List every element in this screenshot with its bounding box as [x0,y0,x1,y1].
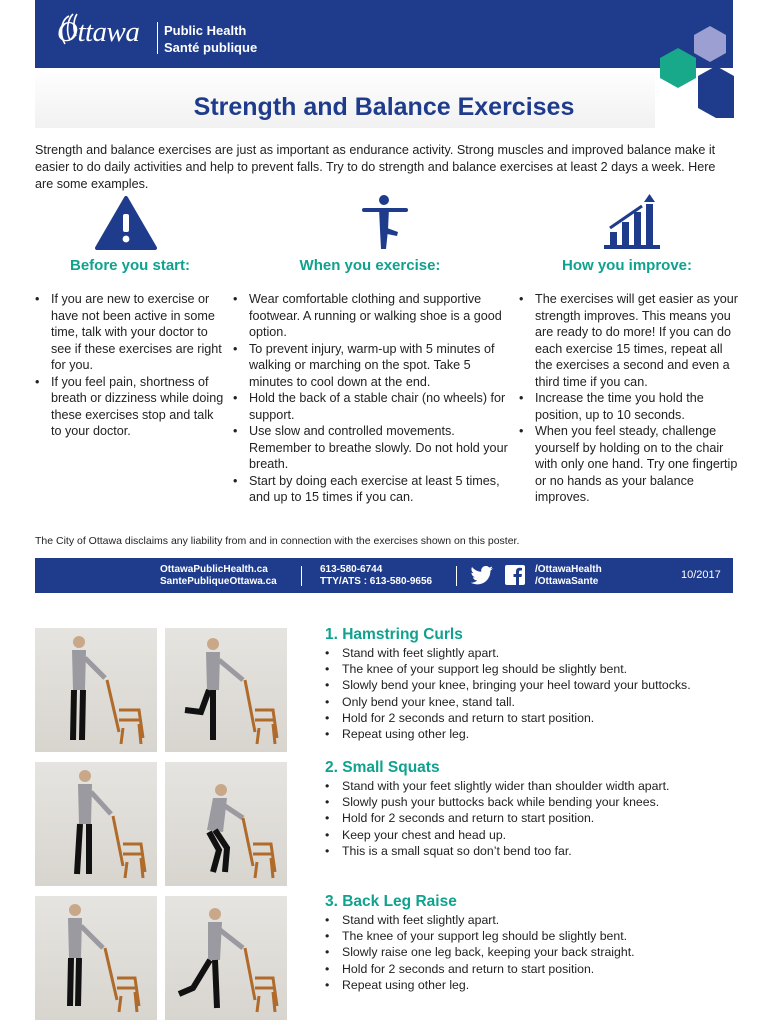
social-handle-fr[interactable]: /OttawaSante [535,576,599,587]
list-item: • Increase the time you hold the position, up to 10 seconds. [519,390,739,423]
list-item: • Only bend your knee, stand tall. [325,694,691,710]
photo-squat-bend [165,762,287,886]
footer-divider [456,566,457,586]
warning-icon [95,196,157,250]
list-item: • Stand with feet slightly apart. [325,912,635,928]
col-heading-improve: How you improve: [561,257,692,274]
exercise-title: 1. Hamstring Curls [325,626,463,643]
list-item: • Hold the back of a stable chair (no wheels) for support. [233,390,508,423]
photo-hamstring-curl [165,628,287,752]
list-item: • When you feel steady, challenge yourself by holding on to the chair with only one hand. Try one fingertip or no hands as your balance improves. [519,423,739,506]
exercise-steps [325,778,669,859]
footer-contact-bar [35,558,733,593]
exercise-steps [325,912,635,993]
column-when-you-exercise [233,291,508,506]
tty-number: TTY/ATS : 613-580-9656 [320,576,433,587]
twitter-icon[interactable] [471,566,495,586]
facebook-icon[interactable] [505,565,525,585]
header-banner [35,0,733,68]
list-item: • This is a small squat so don’t bend too far. [325,843,669,859]
list-item: • Slowly raise one leg back, keeping your back straight. [325,944,635,960]
list-item: • Hold for 2 seconds and return to start position. [325,810,669,826]
photo-leg-raise-start [35,896,157,1020]
list-item: • Stand with your feet slightly wider than shoulder width apart. [325,778,669,794]
exercise-title: 2. Small Squats [325,759,440,776]
list-item: • Hold for 2 seconds and return to start position. [325,961,635,977]
list-item: • Slowly push your buttocks back while bending your knees. [325,794,669,810]
growth-chart-icon [602,194,662,250]
col-heading-before: Before you start: [69,257,191,274]
list-item: • The knee of your support leg should be slightly bent. [325,928,635,944]
website-link-fr[interactable]: SantePubliqueOttawa.ca [160,576,277,587]
list-item: • If you are new to exercise or have not been active in some time, talk with your doctor to see if these exercises are right for you. [35,291,225,374]
list-item: • Stand with feet slightly apart. [325,645,691,661]
page-title: Strength and Balance Exercises [193,93,575,121]
list-item: • To prevent injury, warm-up with 5 minutes of walking or marching on the spot. Take 5 minutes to cool down at the end. [233,341,508,391]
col-heading-during: When you exercise: [299,257,441,274]
list-item: • Slowly bend your knee, bringing your heel toward your buttocks. [325,677,691,693]
column-before-you-start [35,291,225,440]
list-item: • Start by doing each exercise at least 5 times, and up to 15 times if you can. [233,473,508,506]
column-how-you-improve [519,291,739,506]
logo-wordmark: Ottawa [57,16,140,48]
list-item: • The exercises will get easier as your strength improves. This means you are ready to do more! If you can do each exercise 15 times, repeat all the exercises a second and even a third time if you can. [519,291,739,390]
list-item: • Use slow and controlled movements. Remember to breathe slowly. Do not hold your breath. [233,423,508,473]
org-name-en: Public Health [164,23,247,38]
disclaimer-text: The City of Ottawa disclaims any liability from and in connection with the exercises shown on this poster. [35,535,520,547]
list-item: • Repeat using other leg. [325,977,635,993]
website-link-en[interactable]: OttawaPublicHealth.ca [160,564,268,575]
list-item: • Hold for 2 seconds and return to start position. [325,710,691,726]
photo-squat-start [35,762,157,886]
list-item: • If you feel pain, shortness of breath or dizziness while doing these exercises stop and talk to your doctor. [35,374,225,440]
publication-date: 10/2017 [681,569,721,581]
photo-hamstring-start [35,628,157,752]
list-item: • Repeat using other leg. [325,726,691,742]
footer-divider [301,566,302,586]
phone-number: 613-580-6744 [320,564,383,575]
logo-divider [157,22,158,54]
exercise-title: 3. Back Leg Raise [325,893,457,910]
exercise-steps [325,645,691,742]
intro-paragraph: Strength and balance exercises are just as important as endurance activity. Strong muscles and improved balance make it easier to do daily activities and help to prevent falls. Try to do strength and balance exercises at least 2 days a week. Here are some examples. [35,143,716,191]
photo-leg-raise-back [165,896,287,1020]
social-handle-en[interactable]: /OttawaHealth [535,564,602,575]
balance-person-icon [360,194,410,250]
list-item: • Wear comfortable clothing and supportive footwear. A running or walking shoe is a good option. [233,291,508,341]
list-item: • Keep your chest and head up. [325,827,669,843]
list-item: • The knee of your support leg should be slightly bent. [325,661,691,677]
org-name-fr: Santé publique [164,40,258,55]
